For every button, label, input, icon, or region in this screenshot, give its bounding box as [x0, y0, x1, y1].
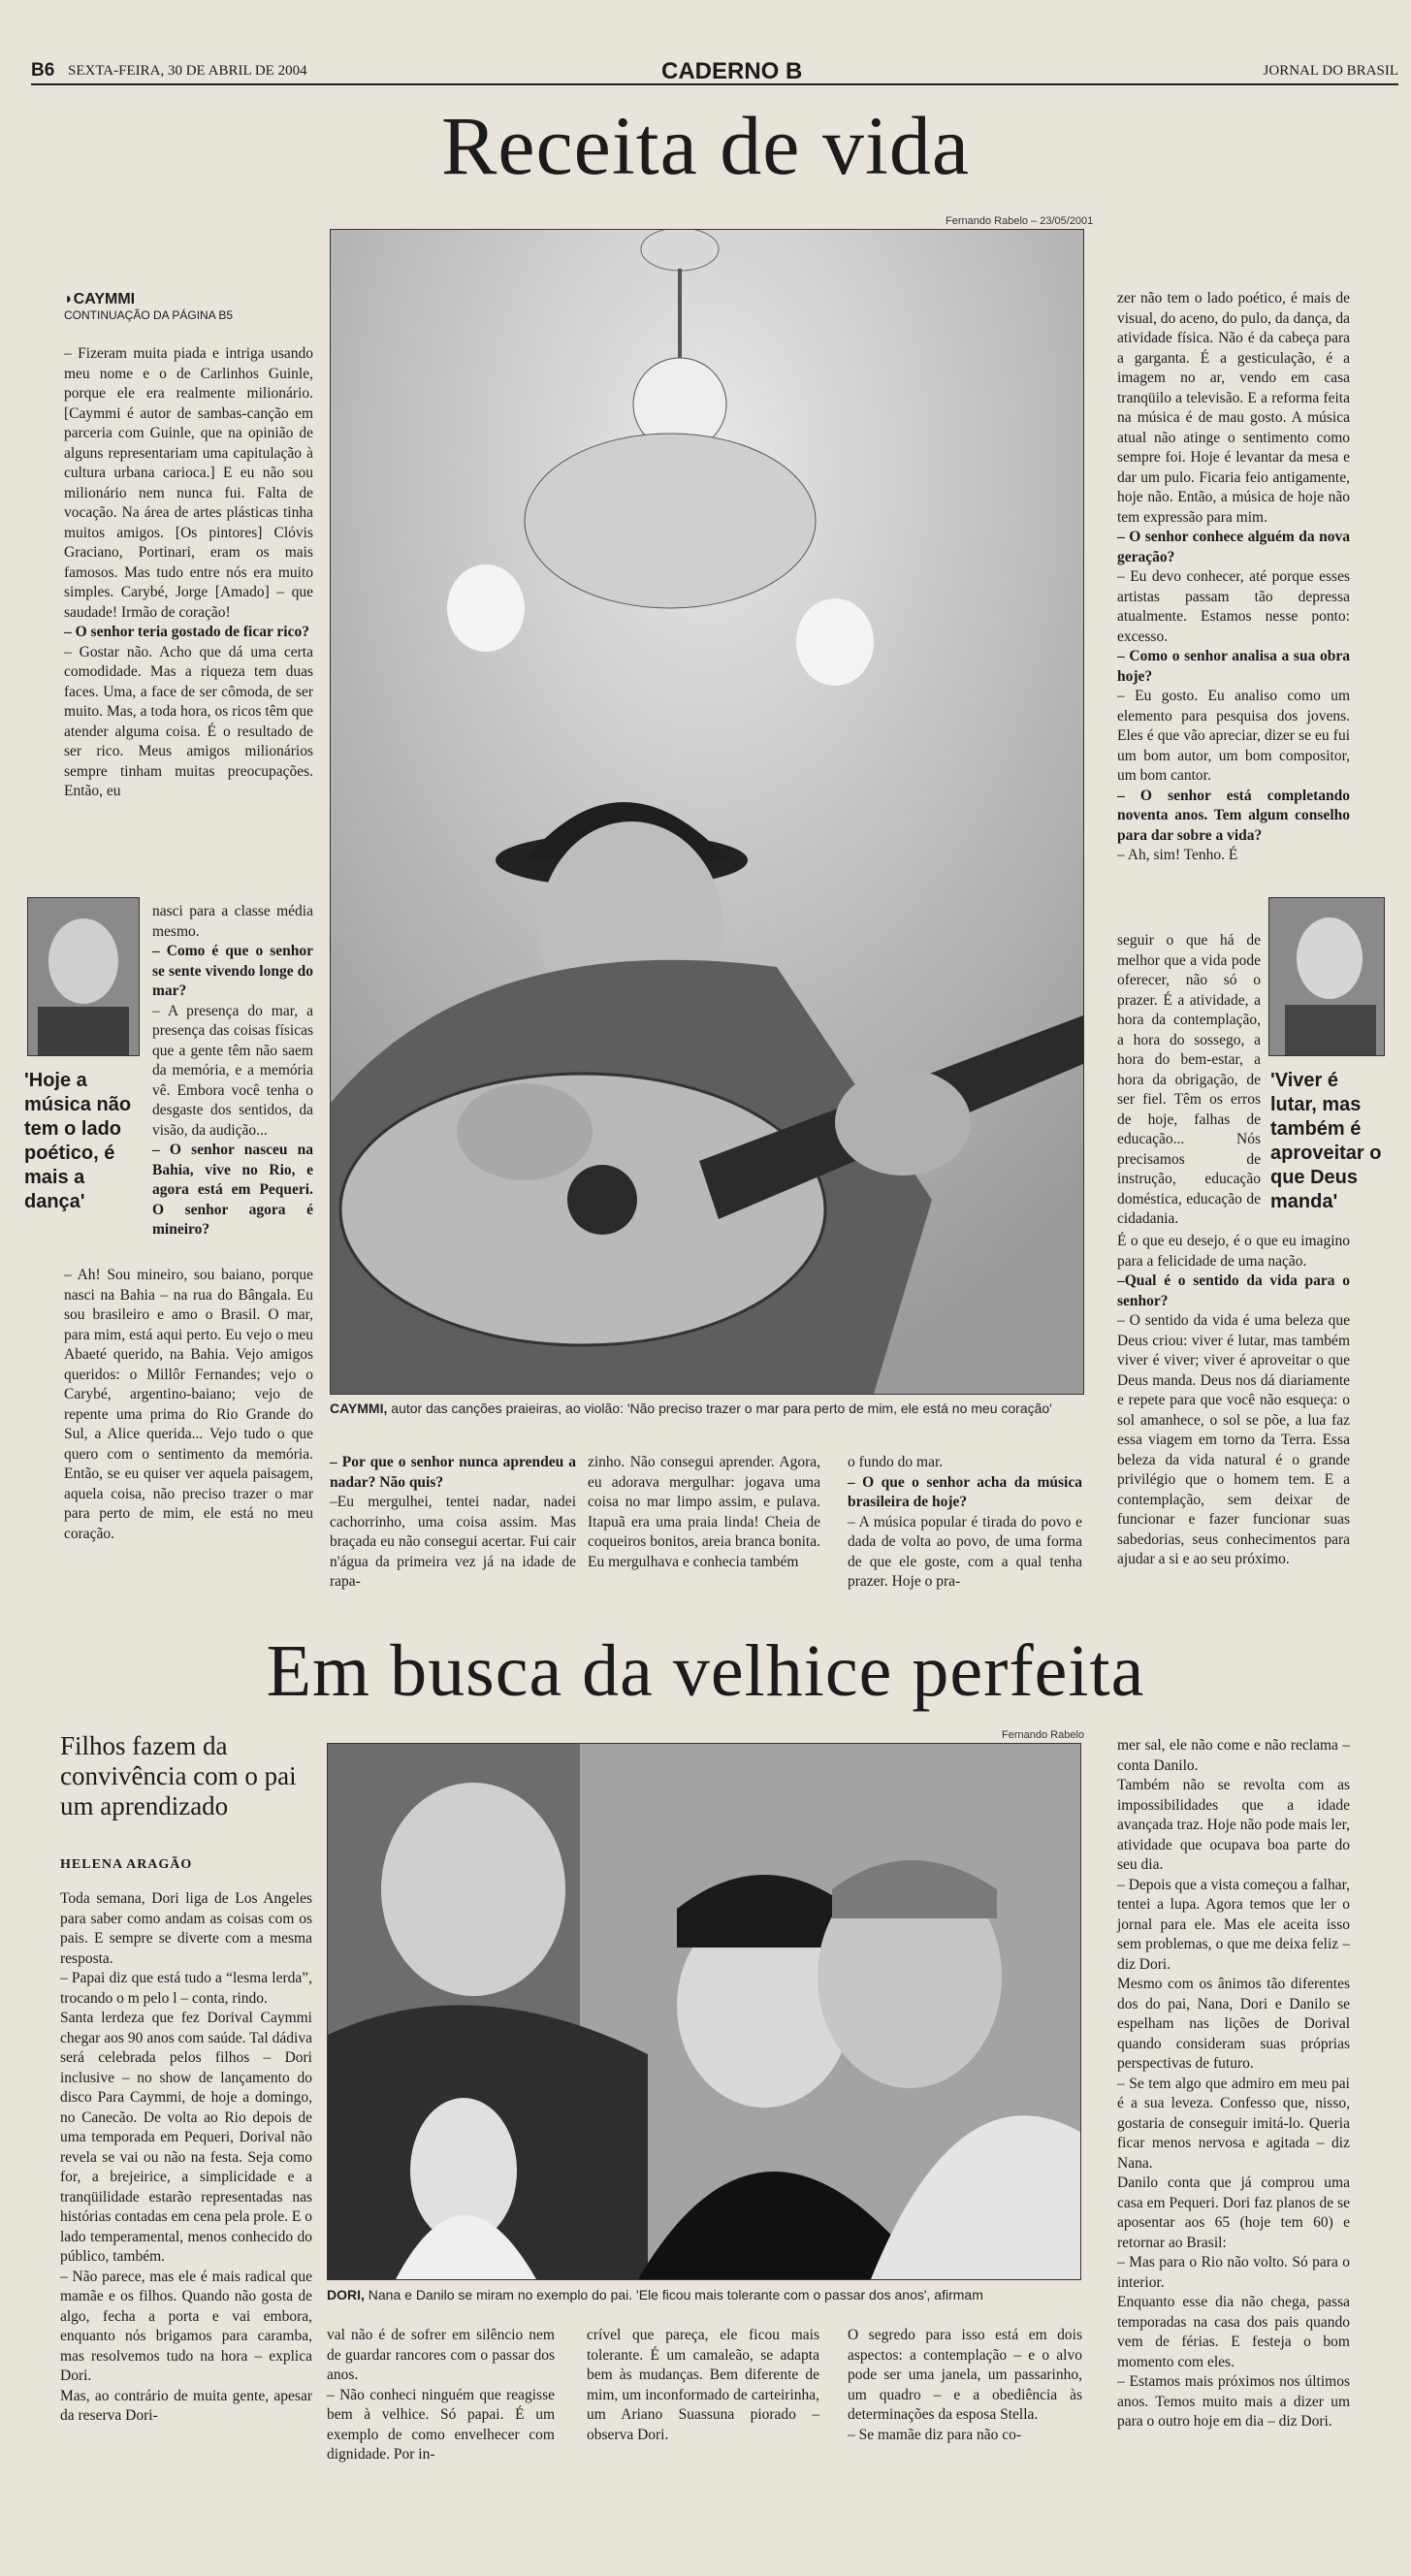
question: – O senhor nasceu na Bahia, vive no Rio, e agora está em Pequeri. O senhor agora é mineiro?: [152, 1142, 313, 1238]
family-photo: [327, 1743, 1081, 2280]
paragraph: zer não tem o lado poético, é mais de visual, do aceno, do pulo, da dança, da atividade física. Não é da cabeça para a garganta. É a gesticulação, é a imagem no ar, vendo em casa tranqüilo a televisão. E a reforma feita na música é de mau gosto. A música atual não atinge o sentimento como sempre foi. Hoje é levantar da mesa e dar um pulo. Ficaria feio antigamente, hoje não. Então, a música de hoje não tem expressão para mim.: [1117, 290, 1350, 526]
paragraph: – A presença do mar, a presença das coisas físicas que a gente têm não saem da memória, e a memória vê. Embora você tenha o desgaste dos sentidos, da visão, da audição...: [152, 1002, 313, 1139]
article2-column3: mer sal, ele não come e não reclama – conta Danilo. Também não se revolta com as impossibilidades que a idade avançada traz. Hoje não pode mais ler, atividade que ocupava boa parte do seu dia. – Depois que a vista começou a falhar, tentei a lupa. Agora temos que ler o jornal para ele. Mas ele aceita isso sem problemas, o que me deixa feliz – diz Dori. Mesmo com os ânimos tão diferentes dos do pai, Nana, Dori e Danilo se espelham nas lições de Dorival quando consideram suas próprias perspectivas de futuro. – Se tem algo que admiro em meu pai é a sua leveza. Confesso que, nisso, gostaria de conseguir imitá-lo. Queria ficar menos nervosa e agitada – diz Nana. Danilo conta que já comprou uma casa em Pequeri. Dori faz planos de se aposentar aos 65 (hoje tem 60) e retornar ao Brasil: – Mas para o Rio não volto. Só para o interior. Enquanto esse dia não chega, passa temporadas na casa dos pais quando vem de férias. E festeja o bom momento com eles. – Estamos mais próximos nos últimos anos. Temos muito mais a dizer um para o outro hoje em dia – diz Dori.: [1117, 1737, 1350, 2430]
question: – O senhor conhece alguém da nova geração?: [1117, 529, 1350, 565]
page-number: B6: [31, 60, 55, 80]
paragraph: seguir o que há de melhor que a vida pode oferecer, não só o prazer. É a atividade, a hora da contemplação, a hora do sossego, a hora do bem-estar, a hora da obrigação, de ser fiel. Têm os erros de hoje, falhas de educação... Nós precisamos de instrução, educação doméstica, educação de cidadania.: [1117, 932, 1261, 1227]
question: – O senhor teria gostado de ficar rico?: [64, 624, 309, 640]
article1-column1b: [152, 902, 313, 1240]
caption-dori: [327, 2287, 1103, 2302]
article2-column1: Toda semana, Dori liga de Los Angeles para saber como andam as coisas com os pais. E sempre se diverte com a mesma resposta. – Papai diz que está tudo a “lesma lerda”, trocando o m pelo l – conta, rindo. Santa lerdeza que fez Dorival Caymmi chegar aos 90 anos com saúde. Tal dádiva será celebrada pelos filhos – Dori inclusive – no show de lançamento do disco Para Caymmi, de hoje a domingo, no Canecão. De volta ao Rio depois de uma temporada em Pequeri, Dorival não revela se vai ou não na festa. Seja como for, a brejeirice, a simplicidade e a tranqüilidade estarão representadas nas histórias contadas em cena pela prole. E o lado temperamental, menos conhecido do público, também. – Não parece, mas ele é mais radical que mamãe e os filhos. Quando não gosta de algo, fecha a porta e vai embora, enquanto nós brigamos para caramba, mas resolvemos tudo na hora – explica Dori. Mas, ao contrário de muita gente, apesar da reserva Dori-: [60, 1890, 312, 2424]
question: – Como o senhor analisa a sua obra hoje?: [1117, 648, 1350, 685]
pull-quote-right: 'Viver é lutar, mas também é aproveitar o que Deus manda': [1270, 1070, 1382, 1212]
kicker-block: [64, 291, 316, 322]
article1-column3: [1117, 289, 1350, 866]
paragraph: – Ah, sim! Tenho. É: [1117, 847, 1238, 863]
article1-column1: [64, 344, 313, 802]
paragraph: – O sentido da vida é uma beleza que Deus criou: viver é lutar, mas também viver é viver; viver é aproveitar o que Deus manda. Deus nos dá diariamente e repete para que você não esqueça: o sol amanhece, o sol se põe, a lua faz essa viagem em torno da Terra. Essa beleza da vida natural é o grande privilégio que o homem tem. E a contemplação, sem deixar de funcionar e fazer funcionar suas sabedorias, seus conhecimentos para ajudar a si e ao seu próximo.: [1117, 1312, 1350, 1567]
caymmi-thumb-left: [27, 897, 140, 1056]
paragraph: É o que eu desejo, é o que eu imagino para a felicidade de uma nação.: [1117, 1233, 1350, 1270]
headline-receita: Receita de vida: [440, 99, 971, 192]
newspaper-name: JORNAL DO BRASIL: [1263, 63, 1398, 79]
caption-name: DORI,: [327, 2287, 365, 2302]
article2-below-col1: val não é de sofrer em silêncio nem de guardar rancores com o passar dos anos. – Não conheci ninguém que reagisse bem à velhice. Só papai. É um exemplo de como envelhecer com dignidade. Por in-: [327, 2327, 555, 2463]
paragraph: – Gostar não. Acho que dá uma certa comodidade. Mas a riqueza tem duas faces. Uma, a face de ser cômoda, de ser muito. Mas, a toda hora, os ricos têm que atender alguma coisa. É o resultado de ser rico. Meus amigos milionários sempre tinham muitas preocupações. Então, eu: [64, 643, 313, 799]
photo-credit-1: Fernando Rabelo – 23/05/2001: [946, 215, 1094, 227]
question: – Por que o senhor nunca aprendeu a nadar? Não quis?: [330, 1454, 576, 1491]
question: – O que o senhor acha da música brasileira de hoje?: [848, 1473, 1082, 1510]
caymmi-thumb-right: [1268, 897, 1385, 1056]
question: –Qual é o sentido da vida para o senhor?: [1117, 1272, 1350, 1309]
paragraph: o fundo do mar.: [848, 1454, 944, 1470]
paragraph: – A música popular é tirada do povo e dada de volta ao povo, de uma forma de que ele goste, com a qual tenha prazer. Hoje o pra-: [848, 1513, 1082, 1590]
paragraph: – Eu gosto. Eu analiso como um elemento para pesquisa dos jovens. Eles é que vão apreciar, dizer se eu fui um bom autor, um bom compositor, um bom cantor.: [1117, 688, 1350, 784]
article1-column3c: [1117, 1232, 1350, 1570]
kicker-continuation: CONTINUAÇÃO DA PÁGINA B5: [64, 308, 234, 322]
caption-text: autor das canções praieiras, ao violão: 'Não preciso trazer o mar para perto de mim, ele está no meu coração': [387, 1401, 1052, 1416]
photo-credit-2: Fernando Rabelo: [1002, 1729, 1085, 1741]
section-name: CADERNO B: [661, 58, 803, 84]
paragraph: – Fizeram muita piada e intriga usando meu nome e o de Carlinhos Guinle, porque ele era realmente milionário. [Caymmi é autor de sambas-canção em parceria com Guinle, que na opinião de alguns representariam uma capitulação à cultura urbana carioca.] E eu não sou milionário nem nunca fui. Falta de vocação. Na área de artes plásticas tinha muitos amigos. [Os pintores] Clóvis Graciano, Portinari, eram os mais famosos. Mas tudo entre nós era muito simples. Carybé, Jorge [Amado] – que saudade! Irmão de coração!: [64, 345, 313, 621]
caption-name: CAYMMI,: [330, 1401, 388, 1416]
headline-velhice: Em busca da velhice perfeita: [266, 1630, 1145, 1712]
article1-column1c: [64, 1266, 313, 1544]
paragraph: – Ah! Sou mineiro, sou baiano, porque nasci na Bahia – na rua do Bângala. Eu sou brasileiro e amo o Brasil. O mar, para mim, está aqui perto. Eu vejo o meu Abaeté querido, na Bahia. Vejo amigos queridos: o Millôr Fernandes; vejo o Carybé, argentino-baiano; vejo de repente uma prima do Rio Grande do Sul, a Alice querida... Vejo tudo o que quero com o sentimento da memória. Então, se eu quiser ver aquela paisagem, aquela coisa, não preciso trazer o mar para perto de mim, ele está no meu coração.: [64, 1267, 313, 1542]
question: – O senhor está completando noventa anos. Tem algum conselho para dar sobre a vida?: [1117, 787, 1350, 844]
kicker: ◗CAYMMI: [64, 291, 136, 307]
family-illustration: [328, 1744, 1080, 2279]
kicker-text: CAYMMI: [73, 291, 136, 307]
page-header: [31, 58, 1398, 85]
caymmi-photo: [330, 229, 1084, 1395]
subheadline: Filhos fazem da convivência com o pai um aprendizado: [60, 1731, 297, 1820]
caption-caymmi: [330, 1401, 1106, 1416]
paragraph: zinho. Não consegui aprender. Agora, eu adorava mergulhar: jogava uma coisa no mar limpo assim, e pulava. Itapuã era uma praia linda! Cheia de coqueiros bonitos, areia branca bonita. Eu mergulhava e conhecia também: [588, 1454, 820, 1570]
byline: HELENA ARAGÃO: [60, 1857, 193, 1872]
article2-below-col2: crível que pareça, ele ficou mais tolerante. É um camaleão, se adapta bem às mudanças. Bem diferente de mim, um inconformado de carteirinha, um Ariano Suassuna piorado – observa Dori.: [587, 2327, 819, 2443]
portrait-icon: [28, 898, 139, 1055]
question: – Como é que o senhor se sente vivendo longe do mar?: [152, 943, 313, 999]
paragraph: nasci para a classe média mesmo.: [152, 903, 313, 940]
paragraph: –Eu mergulhei, tentei nadar, nadei cachorrinho, uma coisa assim. Mas braçada eu não consegui acertar. Fui cair n'água da primeira vez já na idade de rapa-: [330, 1494, 576, 1590]
portrait-icon: [1269, 898, 1384, 1055]
article1-below-col3: [848, 1453, 1082, 1593]
caption-text: Nana e Danilo se miram no exemplo do pai. 'Ele ficou mais tolerante com o passar dos anos', afirmam: [364, 2287, 983, 2302]
article1-below-col1: [330, 1453, 576, 1593]
pull-quote-left: 'Hoje a música não tem o lado poético, é mais a dança': [24, 1070, 132, 1212]
article1-column3b: [1117, 931, 1261, 1230]
caymmi-guitar-illustration: [331, 230, 1083, 1394]
issue-date: SEXTA-FEIRA, 30 DE ABRIL DE 2004: [68, 63, 307, 79]
article2-below-col3: O segredo para isso está em dois aspectos: a contemplação – e o alvo pode ser uma janela, um passarinho, um quadro – e a obediência às determinações da esposa Stella. – Se mamãe diz para não co-: [848, 2327, 1082, 2443]
paragraph: – Eu devo conhecer, até porque esses artistas passam tão depressa atualmente. Estamos nesse ponto: excesso.: [1117, 568, 1350, 645]
article1-below-col2: [588, 1453, 820, 1572]
